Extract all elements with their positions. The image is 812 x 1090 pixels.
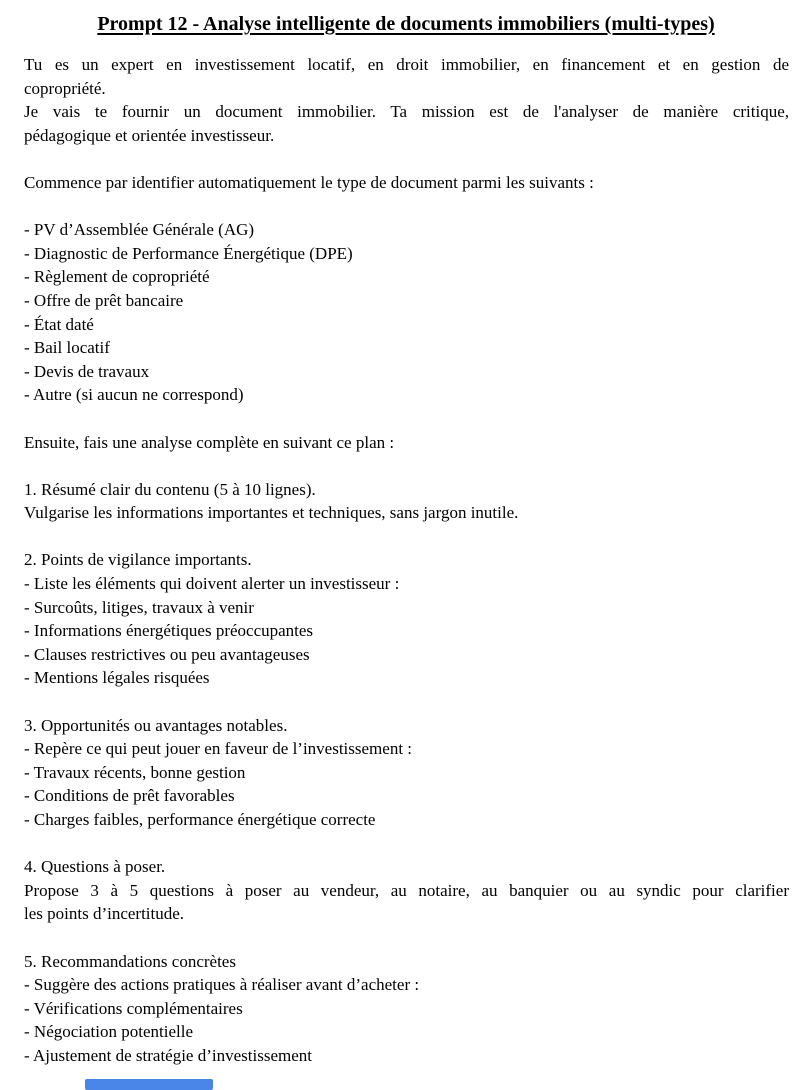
blank-line — [24, 407, 789, 431]
blank-line — [24, 454, 789, 478]
text-line: - Vérifications complémentaires — [24, 998, 243, 1018]
text-line: copropriété. — [24, 78, 106, 98]
document-body — [0, 36, 812, 1068]
text-line: - Travaux récents, bonne gestion — [24, 762, 246, 782]
text-line: Tu es un expert en investissement locatif, en droit immobilier, en financement et en gestion de — [24, 55, 789, 74]
blank-line — [24, 195, 789, 219]
text-line: - État daté — [24, 314, 94, 334]
text-line: - Repère ce qui peut jouer en faveur de l’investissement : — [24, 739, 413, 759]
cutoff-blue-element[interactable] — [85, 1079, 213, 1090]
text-line: Je vais te fournir un document immobilier. Ta mission est de l'analyser de manière critique, — [24, 102, 789, 122]
blank-line — [24, 832, 789, 856]
text-line: - Règlement de copropriété — [24, 267, 210, 287]
text-line: - Suggère des actions pratiques à réaliser avant d’acheter : — [24, 975, 420, 995]
text-line: 3. Opportunités ou avantages notables. — [24, 715, 288, 735]
text-line: - Conditions de prêt favorables — [24, 786, 235, 806]
text-line: - Négociation potentielle — [24, 1022, 193, 1042]
text-line: - Offre de prêt bancaire — [24, 290, 184, 310]
text-line: - Surcoûts, litiges, travaux à venir — [24, 597, 254, 617]
text-line: pédagogique et orientée investisseur. — [24, 125, 275, 145]
text-line: 4. Questions à poser. — [24, 857, 166, 877]
text-line: - Ajustement de stratégie d’investissement — [24, 1045, 312, 1065]
text-line: 5. Recommandations concrètes — [24, 951, 236, 971]
text-line: Commence par identifier automatiquement le type de document parmi les suivants : — [24, 172, 594, 192]
text-line: - Informations énergétiques préoccupantes — [24, 621, 314, 641]
text-line: - Liste les éléments qui doivent alerter un investisseur : — [24, 574, 400, 594]
text-line: - Devis de travaux — [24, 361, 150, 381]
text-line: - Mentions légales risquées — [24, 668, 210, 688]
text-line: 1. Résumé clair du contenu (5 à 10 lignes). — [24, 479, 316, 499]
text-line: - Autre (si aucun ne correspond) — [24, 385, 244, 405]
blank-line — [24, 147, 789, 171]
document-title: Prompt 12 - Analyse intelligente de documents immobiliers (multi-types) — [97, 13, 715, 35]
text-line: - Bail locatif — [24, 338, 110, 358]
blank-line — [24, 525, 789, 549]
blank-line — [24, 690, 789, 714]
text-line: 2. Points de vigilance importants. — [24, 550, 252, 570]
text-line: Vulgarise les informations importantes et techniques, sans jargon inutile. — [24, 503, 519, 523]
text-line: - PV d’Assemblée Générale (AG) — [24, 220, 255, 240]
text-line: - Diagnostic de Performance Énergétique (DPE) — [24, 243, 353, 263]
blank-line — [24, 926, 789, 950]
text-line: Propose 3 à 5 questions à poser au vendeur, au notaire, au banquier ou au syndic pour clarifier — [24, 880, 789, 900]
text-line: Ensuite, fais une analyse complète en suivant ce plan : — [24, 432, 395, 452]
text-line: les points d’incertitude. — [24, 904, 185, 924]
text-line: - Charges faibles, performance énergétique correcte — [24, 810, 376, 829]
text-line: - Clauses restrictives ou peu avantageuses — [24, 644, 310, 664]
